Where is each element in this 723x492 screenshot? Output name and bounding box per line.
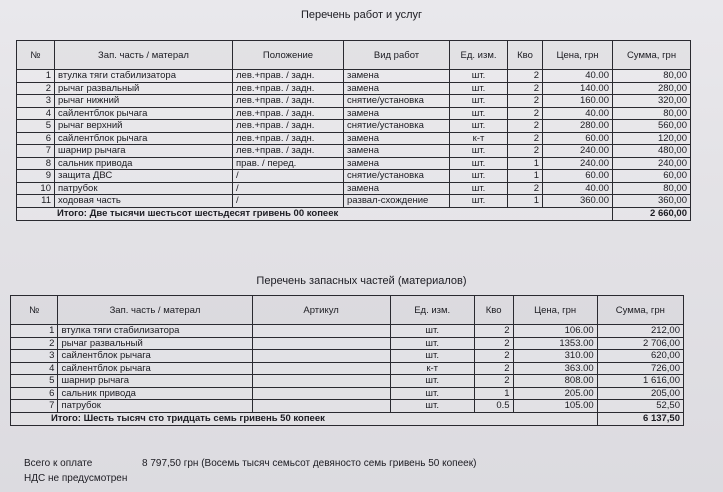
table-cell: 2 [508, 145, 543, 158]
table-cell: сайлентблок рычага [58, 362, 252, 375]
table-cell: / [233, 195, 344, 208]
table-cell: шарнир рычага [55, 145, 233, 158]
table-cell: снятие/установка [344, 95, 450, 108]
table-cell: 280,00 [613, 82, 691, 95]
table-cell: 205.00 [513, 387, 597, 400]
table-cell: 7 [17, 145, 55, 158]
table-cell: защита ДВС [55, 170, 233, 183]
table-cell: шт. [450, 157, 508, 170]
column-header: Положение [233, 41, 344, 70]
table-cell: 5 [17, 120, 55, 133]
table-cell: 1 [508, 157, 543, 170]
table-row [17, 107, 691, 120]
table-cell: сайлентблок рычага [55, 132, 233, 145]
table-cell: к-т [450, 132, 508, 145]
total-payable-label: Всего к оплате [24, 458, 93, 469]
table-cell: снятие/установка [344, 170, 450, 183]
table-cell: замена [344, 182, 450, 195]
table-cell: 212,00 [597, 325, 683, 338]
table-cell: 2 [474, 362, 513, 375]
table-row [17, 95, 691, 108]
table-cell: 240.00 [543, 145, 613, 158]
table-cell: 360.00 [543, 195, 613, 208]
table-cell: 140.00 [543, 82, 613, 95]
table-cell: 1 [17, 70, 55, 83]
services-table [16, 40, 691, 221]
table-cell: 52,50 [597, 400, 683, 413]
table-cell: 240,00 [613, 157, 691, 170]
table-cell: 1 [508, 170, 543, 183]
table-cell: шт. [390, 337, 474, 350]
table-cell: шт. [390, 375, 474, 388]
table-cell [252, 387, 390, 400]
table-cell [252, 337, 390, 350]
table-cell: 2 706,00 [597, 337, 683, 350]
total-payable-value: 8 797,50 грн (Восемь тысяч семьсот девяносто семь гривень 50 копеек) [142, 458, 477, 469]
column-header: Кво [508, 41, 543, 70]
table-cell: 1 616,00 [597, 375, 683, 388]
table-cell [252, 375, 390, 388]
column-header: № [11, 296, 58, 325]
total-row [11, 412, 684, 425]
table-cell: 363.00 [513, 362, 597, 375]
table-cell: замена [344, 157, 450, 170]
table-cell: шт. [390, 325, 474, 338]
table-cell: / [233, 182, 344, 195]
table-cell: 160.00 [543, 95, 613, 108]
table-cell: 7 [11, 400, 58, 413]
column-header: Цена, грн [543, 41, 613, 70]
table-row [11, 337, 684, 350]
table-cell: сайлентблок рычага [58, 350, 252, 363]
table-cell: шт. [450, 195, 508, 208]
table-cell: втулка тяги стабилизатора [55, 70, 233, 83]
table-cell: шт. [390, 400, 474, 413]
table-cell: лев.+прав. / задн. [233, 107, 344, 120]
table-cell: рычаг нижний [55, 95, 233, 108]
table-cell: 10 [17, 182, 55, 195]
table-row [17, 170, 691, 183]
table-cell: сальник привода [55, 157, 233, 170]
table-row [17, 132, 691, 145]
column-header: Артикул [252, 296, 390, 325]
table-cell: 2 [508, 70, 543, 83]
table-row [11, 375, 684, 388]
table-row [11, 325, 684, 338]
table-cell: 6 [17, 132, 55, 145]
table-cell: 2 [474, 375, 513, 388]
table-cell: 80,00 [613, 107, 691, 120]
column-header: Сумма, грн [597, 296, 683, 325]
table-cell: 60,00 [613, 170, 691, 183]
table-cell: 2 [474, 337, 513, 350]
table-cell: 560,00 [613, 120, 691, 133]
table-cell: шт. [450, 145, 508, 158]
table-cell: 2 [474, 325, 513, 338]
table-cell: шт. [390, 387, 474, 400]
table-cell: 80,00 [613, 70, 691, 83]
table-cell: 9 [17, 170, 55, 183]
table-cell: сальник привода [58, 387, 252, 400]
column-header: № [17, 41, 55, 70]
table-row [11, 387, 684, 400]
table-cell: лев.+прав. / задн. [233, 82, 344, 95]
table-cell: 480,00 [613, 145, 691, 158]
table-cell: 2 [508, 132, 543, 145]
table-cell: 2 [474, 350, 513, 363]
vat-note: НДС не предусмотрен [24, 473, 128, 484]
table-cell: 4 [17, 107, 55, 120]
table-cell: шарнир рычага [58, 375, 252, 388]
table-cell: 2 [508, 82, 543, 95]
table-cell: / [233, 170, 344, 183]
table-cell: 5 [11, 375, 58, 388]
table-cell: развал-схождение [344, 195, 450, 208]
table-cell: 3 [11, 350, 58, 363]
table-cell: лев.+прав. / задн. [233, 132, 344, 145]
table-cell: 2 [508, 107, 543, 120]
table-cell: замена [344, 132, 450, 145]
table-cell: 60.00 [543, 170, 613, 183]
table-cell: к-т [390, 362, 474, 375]
table-cell: 2 [508, 182, 543, 195]
column-header: Ед. изм. [450, 41, 508, 70]
table-cell: 8 [17, 157, 55, 170]
total-label: Итого: Две тысячи шестьсот шестьдесят гривень 00 копеек [17, 207, 613, 220]
column-header: Сумма, грн [613, 41, 691, 70]
table-cell: патрубок [55, 182, 233, 195]
table-row [17, 182, 691, 195]
parts-title: Перечень запасных частей (материалов) [256, 275, 467, 287]
table-cell: 320,00 [613, 95, 691, 108]
table-cell: 3 [17, 95, 55, 108]
total-value: 2 660,00 [613, 207, 691, 220]
parts-table [10, 295, 684, 426]
table-cell: 2 [11, 337, 58, 350]
table-row [17, 145, 691, 158]
column-header: Ед. изм. [390, 296, 474, 325]
total-row [17, 207, 691, 220]
table-cell: 620,00 [597, 350, 683, 363]
table-cell: втулка тяги стабилизатора [58, 325, 252, 338]
table-cell: шт. [390, 350, 474, 363]
column-header: Зап. часть / матерал [58, 296, 252, 325]
table-cell: 0.5 [474, 400, 513, 413]
table-cell: 280.00 [543, 120, 613, 133]
table-cell [252, 350, 390, 363]
table-cell: замена [344, 145, 450, 158]
table-cell: 80,00 [613, 182, 691, 195]
table-cell: шт. [450, 70, 508, 83]
services-title: Перечень работ и услуг [300, 9, 423, 21]
table-cell: 2 [508, 120, 543, 133]
table-cell: снятие/установка [344, 120, 450, 133]
table-cell: 2 [508, 95, 543, 108]
table-cell: 105.00 [513, 400, 597, 413]
total-label: Итого: Шесть тысяч сто тридцать семь гривень 50 копеек [11, 412, 598, 425]
table-cell: 726,00 [597, 362, 683, 375]
table-cell: 40.00 [543, 107, 613, 120]
table-cell: 106.00 [513, 325, 597, 338]
table-row [17, 157, 691, 170]
table-cell: 310.00 [513, 350, 597, 363]
table-row [11, 400, 684, 413]
table-cell: шт. [450, 82, 508, 95]
total-value: 6 137,50 [597, 412, 683, 425]
column-header: Вид работ [344, 41, 450, 70]
table-cell: шт. [450, 95, 508, 108]
table-row [17, 70, 691, 83]
table-cell: 40.00 [543, 182, 613, 195]
table-cell: замена [344, 107, 450, 120]
table-cell: 120,00 [613, 132, 691, 145]
table-cell: 1353.00 [513, 337, 597, 350]
table-row [11, 362, 684, 375]
table-cell: 1 [11, 325, 58, 338]
table-cell: патрубок [58, 400, 252, 413]
table-row [11, 350, 684, 363]
table-cell: 60.00 [543, 132, 613, 145]
column-header: Зап. часть / матерал [55, 41, 233, 70]
table-cell [252, 400, 390, 413]
column-header: Кво [474, 296, 513, 325]
table-cell: лев.+прав. / задн. [233, 145, 344, 158]
table-cell: 360,00 [613, 195, 691, 208]
table-cell: лев.+прав. / задн. [233, 70, 344, 83]
table-cell: рычаг развальный [58, 337, 252, 350]
table-cell: 240.00 [543, 157, 613, 170]
table-row [17, 195, 691, 208]
table-cell: 2 [17, 82, 55, 95]
table-cell [252, 325, 390, 338]
table-cell: прав. / перед. [233, 157, 344, 170]
table-cell: 40.00 [543, 70, 613, 83]
table-cell [252, 362, 390, 375]
table-cell: 1 [474, 387, 513, 400]
table-cell: шт. [450, 120, 508, 133]
table-cell: шт. [450, 182, 508, 195]
table-cell: замена [344, 82, 450, 95]
table-cell: шт. [450, 107, 508, 120]
table-cell: рычаг развальный [55, 82, 233, 95]
table-row [17, 82, 691, 95]
table-cell: ходовая часть [55, 195, 233, 208]
table-cell: рычаг верхний [55, 120, 233, 133]
table-cell: 6 [11, 387, 58, 400]
table-row [17, 120, 691, 133]
table-cell: 11 [17, 195, 55, 208]
table-cell: 808.00 [513, 375, 597, 388]
parts-header-row [11, 296, 684, 325]
services-header-row [17, 41, 691, 70]
table-cell: лев.+прав. / задн. [233, 120, 344, 133]
column-header: Цена, грн [513, 296, 597, 325]
table-cell: 1 [508, 195, 543, 208]
table-cell: шт. [450, 170, 508, 183]
table-cell: сайлентблок рычага [55, 107, 233, 120]
table-cell: 205,00 [597, 387, 683, 400]
table-cell: замена [344, 70, 450, 83]
table-cell: 4 [11, 362, 58, 375]
table-cell: лев.+прав. / задн. [233, 95, 344, 108]
